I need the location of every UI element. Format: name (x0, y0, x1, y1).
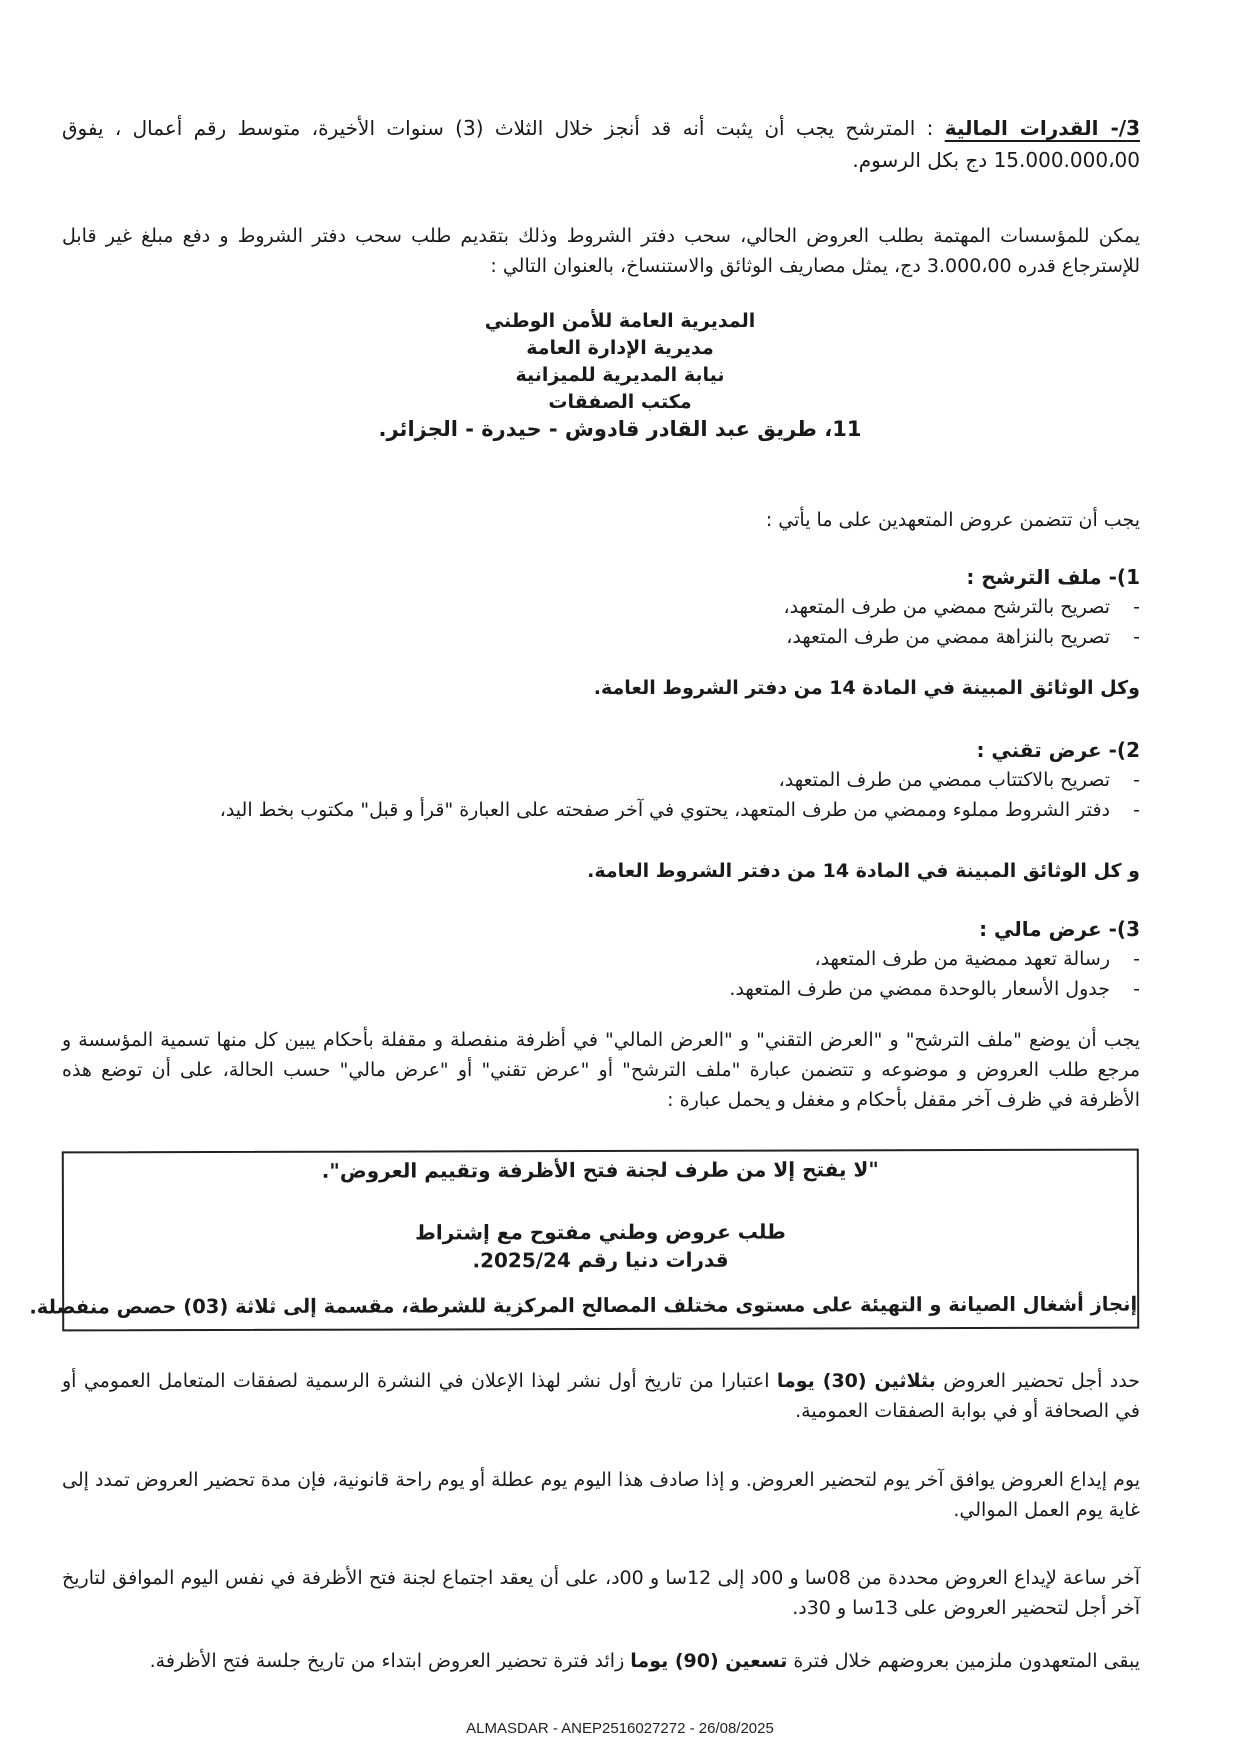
deadline-text: حدد أجل تحضير العروض (935, 1370, 1140, 1392)
section-note: و كل الوثائق المبينة في المادة 14 من دفتر الشروط العامة. (587, 860, 1140, 882)
section-note: وكل الوثائق المبينة في المادة 14 من دفتر الشروط العامة. (593, 677, 1140, 699)
financial-capacity-heading: 3/- القدرات المالية (944, 116, 1140, 140)
address-line-street: 11، طريق عبد القادر قادوش - حيدرة - الجزائر. (378, 417, 862, 441)
validity-paragraph (62, 1646, 1140, 1676)
section-technical (62, 735, 1140, 825)
footer-reference: ALMASDAR - ANEP2516027272 - 26/08/2025 (466, 1720, 774, 1737)
box-line-tender-number: قدرات دنيا رقم 2025/24. (472, 1247, 729, 1273)
section-candidacy (400, 562, 1140, 652)
envelope-label-box (29, 1149, 1139, 1332)
section-items (400, 944, 1140, 1004)
section-items (400, 592, 1140, 652)
list-item: - دفتر الشروط مملوء وممضي من طرف المتعهد، يحتوي في آخر صفحته على العبارة "قرأ و قبل" مكتوب بخط اليد، (62, 795, 1140, 825)
section-financial-offer (400, 914, 1140, 1004)
box-line-subject: إنجاز أشغال الصيانة و التهيئة على مستوى مختلف المصالح المركزية للشرطة، مقسمة إلى ثلاثة (03) حصص منفصلة. (29, 1292, 1138, 1319)
separator: : (915, 116, 945, 140)
financial-capacity-text: المترشح يجب أن يثبت أنه قد أنجز خلال الثلاث (3) سنوات الأخيرة، متوسط رقم أعمال ، يفوق 15.000.000،00 دج بكل الرسوم. (62, 116, 1140, 172)
address-line-office: مكتب الصفقات (548, 391, 692, 413)
deadline-days: بثلاثين (30) يوما (776, 1370, 936, 1392)
address-line-admin: مديرية الإدارة العامة (526, 337, 714, 359)
validity-days: تسعين (90) يوما (630, 1650, 788, 1672)
address-block (300, 308, 940, 443)
deposit-hour-paragraph: آخر ساعة لإيداع العروض محددة من 08سا و 00د إلى 12سا و 00د، على أن يعقد اجتماع لجنة فتح الأظرفة في نفس اليوم الموافق لتاريخ آخر أجل لتحضير العروض على 13سا و 30د. (62, 1567, 1141, 1619)
validity-text: يبقى المتعهدون ملزمين بعروضهم خلال فترة (787, 1650, 1140, 1672)
validity-text-rest: زائد فترة تحضير العروض ابتداء من تاريخ جلسة فتح الأظرفة. (149, 1650, 631, 1672)
address-line-budget: نيابة المديرية للميزانية (515, 364, 725, 386)
financial-capacity-paragraph (62, 112, 1140, 176)
offers-intro: يجب أن تتضمن عروض المتعهدين على ما يأتي : (765, 509, 1140, 531)
list-item: - جدول الأسعار بالوحدة ممضي من طرف المتعهد. (400, 974, 1140, 1004)
list-item: - تصريح بالاكتتاب ممضي من طرف المتعهد، (62, 765, 1140, 795)
section-title: 2)- عرض تقني : (976, 738, 1140, 762)
section-title: 1)- ملف الترشح : (966, 565, 1140, 589)
box-line-tender-type: طلب عروض وطني مفتوح مع إشتراط (415, 1219, 786, 1245)
envelopes-paragraph: يجب أن يوضع "ملف الترشح" و "العرض التقني" و "العرض المالي" في أظرفة منفصلة و مقفلة بأحكام يبين كل منها تسمية المؤسسة و مرجع طلب العروض و موضوعه و تتضمن عبارة "ملف الترشح" أو "عرض تقني" أو "عرض مالي" حسب الحالة، على أن توضع هذه الأظرفة في ظرف آخر مقفل بأحكام و مغفل و يحمل عبارة : (62, 1029, 1140, 1111)
deposit-day-paragraph: يوم إيداع العروض يوافق آخر يوم لتحضير العروض. و إذا صادف هذا اليوم يوم عطلة أو يوم راحة قانونية، فإن مدة تحضير العروض تمدد إلى غاية يوم العمل الموالي. (62, 1469, 1140, 1521)
withdrawal-paragraph: يمكن للمؤسسات المهتمة بطلب العروض الحالي، سحب دفتر الشروط وذلك بتقديم طلب سحب دفتر الشروط و دفع مبلغ غير قابل للإسترجاع قدره 3.000،00 دج، يمثل مصاريف الوثائق والاستنساخ، بالعنوان التالي : (62, 225, 1140, 277)
box-line-do-not-open: "لا يفتح إلا من طرف لجنة فتح الأظرفة وتقييم العروض". (321, 1157, 879, 1183)
deadline-paragraph (62, 1366, 1140, 1426)
list-item: - تصريح بالنزاهة ممضي من طرف المتعهد، (400, 622, 1140, 652)
section-items (62, 765, 1140, 825)
address-line-directorate: المديرية العامة للأمن الوطني (484, 310, 756, 332)
section-title: 3)- عرض مالي : (979, 917, 1140, 941)
deadline-text-rest: اعتبارا من تاريخ أول نشر لهذا الإعلان في النشرة الرسمية لصفقات المتعامل العمومي أو في الصحافة أو في بوابة الصفقات العمومية. (62, 1370, 1140, 1422)
list-item: - رسالة تعهد ممضية من طرف المتعهد، (400, 944, 1140, 974)
list-item: - تصريح بالترشح ممضي من طرف المتعهد، (400, 592, 1140, 622)
